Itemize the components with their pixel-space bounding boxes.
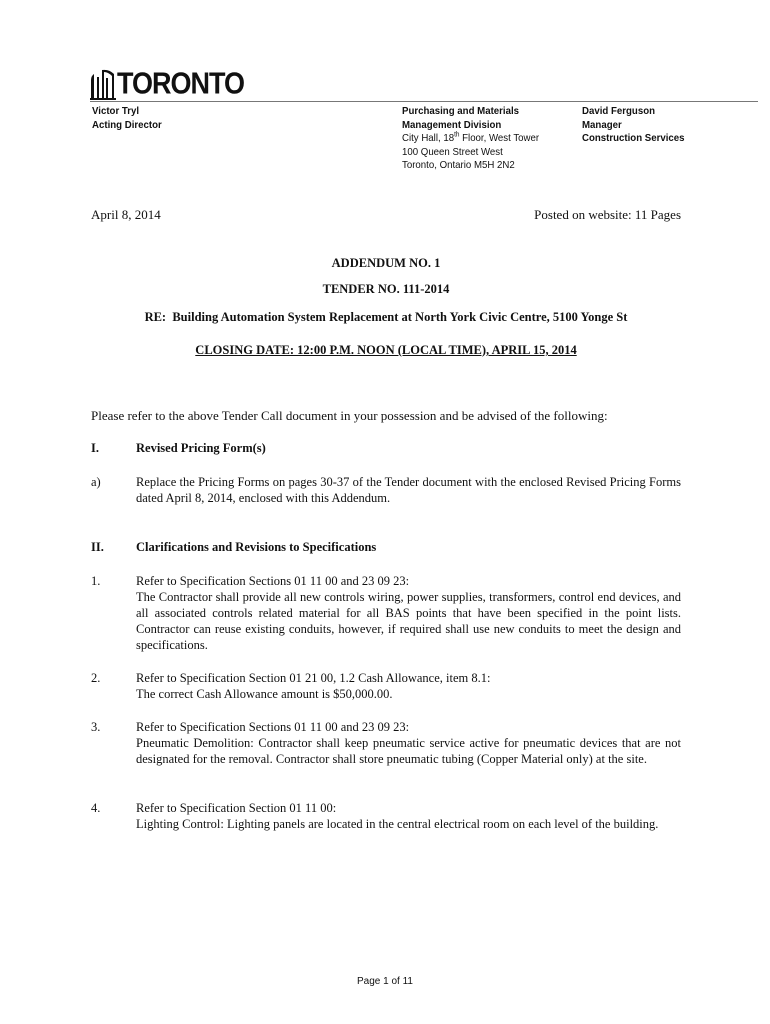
item-number: 2.	[91, 671, 101, 685]
item-number: 1.	[91, 574, 101, 588]
intro-text: Please refer to the above Tender Call document in your possession and be advised of the following:	[91, 408, 608, 423]
item-text: The Contractor shall provide all new controls wiring, power supplies, transformers, control end devices, and all associated controls related material for all BAS points that have been specified in the point lists. Contractor can reuse existing conduits, however, if required shall use new conduits to meet the design and specifications.	[136, 590, 681, 652]
list-item-2	[91, 670, 681, 702]
header-middle	[402, 105, 539, 173]
section-heading-2	[91, 539, 681, 555]
address-line2: 100 Queen Street West	[402, 145, 503, 158]
item-reference: Refer to Specification Section 01 11 00:	[136, 801, 337, 815]
item-number: 3.	[91, 720, 101, 734]
section-heading-1	[91, 440, 681, 456]
logo-wordmark: TORONTO	[117, 66, 245, 100]
item-text: Lighting Control: Lighting panels are located in the central electrical room on each level of the building.	[136, 817, 659, 831]
address-line3: Toronto, Ontario M5H 2N2	[402, 159, 515, 171]
division-line1: Purchasing and Materials	[402, 105, 520, 117]
date-line	[91, 207, 681, 223]
tender-number: TENDER NO. 111-2014	[322, 282, 450, 296]
closing-date: CLOSING DATE: 12:00 P.M. NOON (LOCAL TIME), APRIL 15, 2014	[195, 343, 577, 357]
page-number: Page 1 of 11	[357, 976, 413, 987]
re-line: RE: Building Automation System Replacement at North York Civic Centre, 5100 Yonge St	[144, 310, 628, 324]
manager-name: David Ferguson	[582, 105, 656, 117]
header-rule	[90, 101, 758, 102]
item-a	[91, 474, 681, 506]
section-number: I.	[91, 441, 99, 455]
section-title: Revised Pricing Form(s)	[136, 441, 266, 455]
toronto-logo	[90, 64, 244, 100]
document-date: April 8, 2014	[91, 207, 161, 222]
list-item-3	[91, 719, 681, 767]
item-text: Pneumatic Demolition: Contractor shall keep pneumatic service active for pneumatic devices that are not designated for the removal. Contractor shall store pneumatic tubing (Copper Material only) at the site.	[136, 736, 681, 766]
item-reference: Refer to Specification Sections 01 11 00 and 23 09 23:	[136, 574, 410, 588]
addendum-title: ADDENDUM NO. 1	[331, 256, 441, 270]
address-line1: City Hall, 18th Floor, West Tower	[402, 131, 540, 144]
item-reference: Refer to Specification Sections 01 11 00 and 23 09 23:	[136, 720, 410, 734]
item-reference: Refer to Specification Section 01 21 00, 1.2 Cash Allowance, item 8.1:	[136, 671, 491, 685]
header-right	[582, 105, 685, 146]
list-item-1	[91, 573, 681, 653]
section-number: II.	[91, 540, 104, 554]
item-number: 4.	[91, 801, 101, 815]
posted-note: Posted on website: 11 Pages	[534, 207, 681, 222]
director-name: Victor Tryl	[92, 105, 140, 117]
item-text: The correct Cash Allowance amount is $50,000.00.	[136, 687, 393, 701]
division-line2: Management Division	[402, 118, 502, 131]
director-title: Acting Director	[92, 118, 162, 131]
list-item-4	[91, 800, 681, 832]
item-number: a)	[91, 475, 101, 489]
header-left	[92, 105, 162, 132]
manager-title: Manager	[582, 118, 622, 131]
section-title: Clarifications and Revisions to Specifications	[136, 540, 377, 554]
city-hall-icon	[90, 68, 116, 100]
item-text: Replace the Pricing Forms on pages 30-37 of the Tender document with the enclosed Revised Pricing Forms dated April 8, 2014, enclosed with this Addendum.	[136, 475, 681, 505]
manager-dept: Construction Services	[582, 132, 685, 144]
